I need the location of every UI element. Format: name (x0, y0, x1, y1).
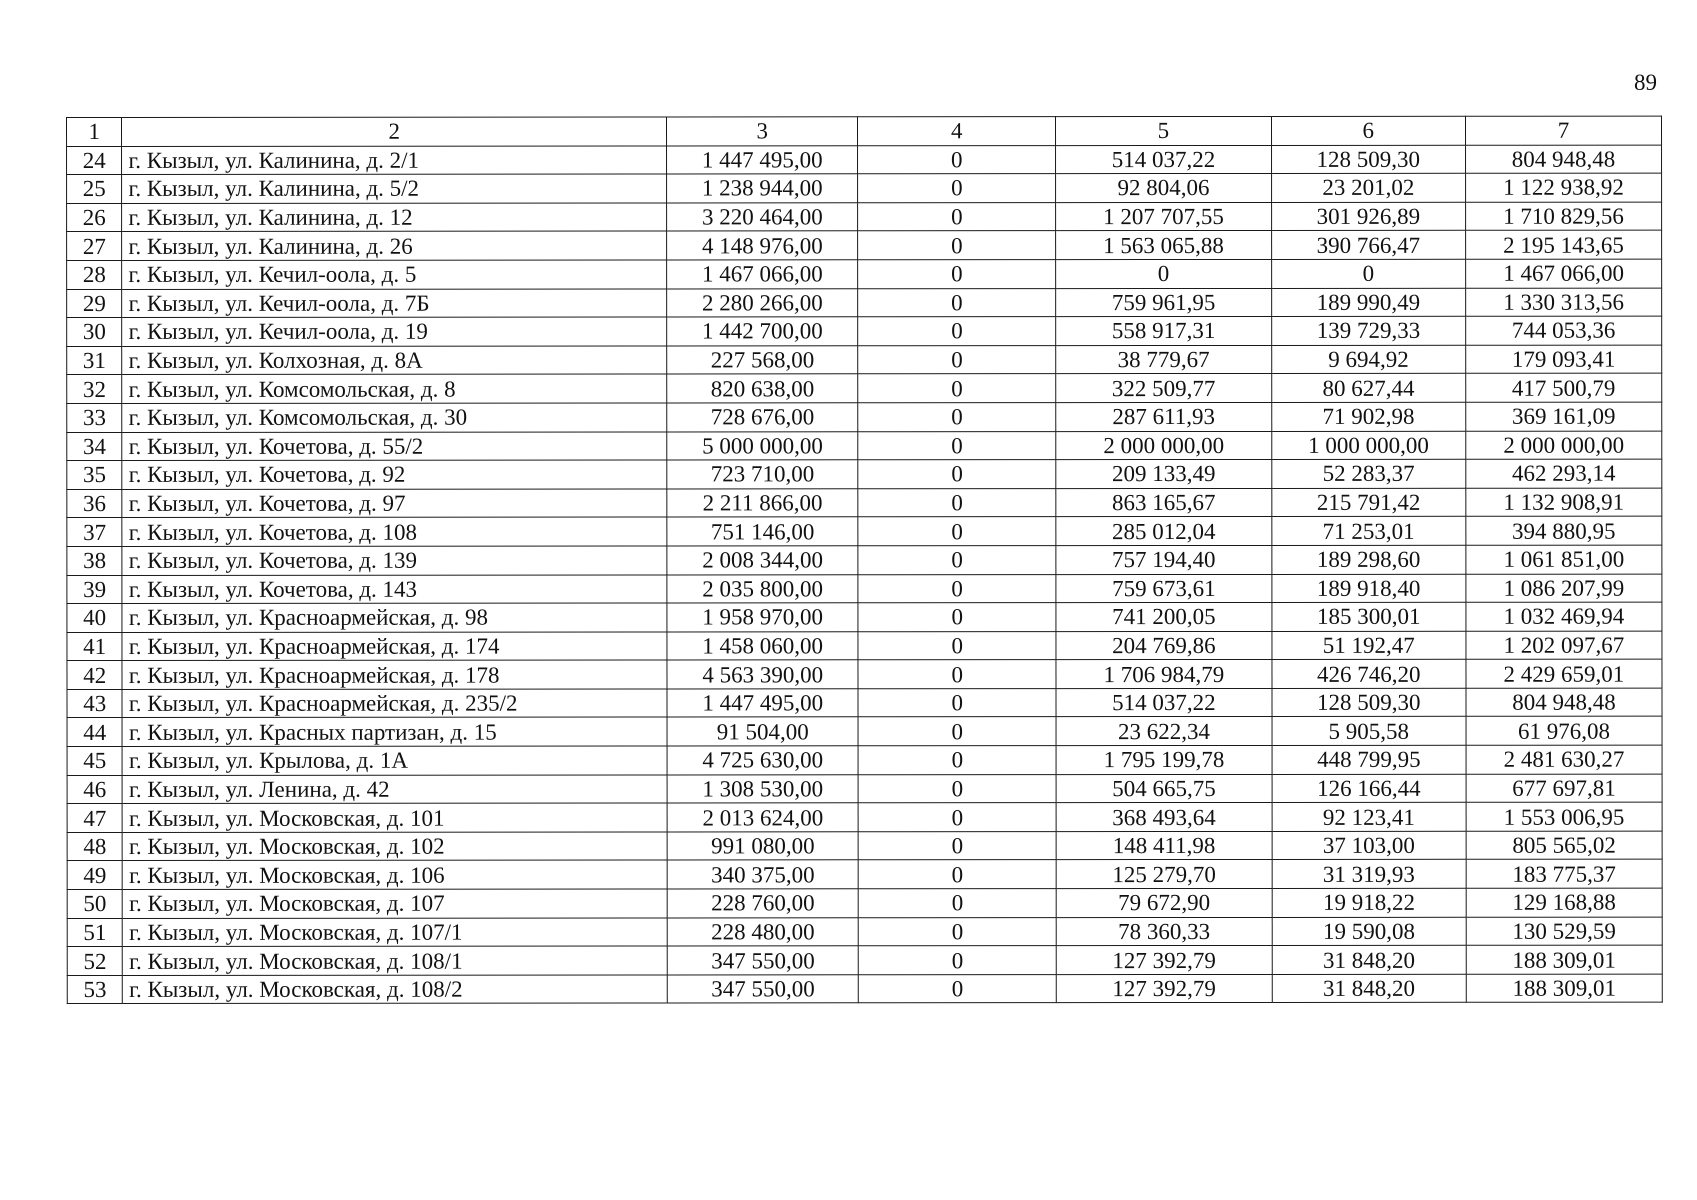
value-6-cell: 23 201,02 (1271, 173, 1465, 202)
header-row (67, 116, 1662, 146)
table-row (67, 173, 1662, 203)
value-7-cell: 1 086 207,99 (1466, 574, 1662, 603)
value-4-cell: 0 (858, 202, 1056, 231)
row-number-cell: 46 (67, 775, 122, 804)
value-4-cell: 0 (858, 260, 1056, 289)
value-7-cell: 1 330 313,56 (1465, 288, 1661, 317)
column-header-2: 2 (122, 117, 667, 146)
value-5-cell: 125 279,70 (1056, 860, 1272, 889)
table-row (67, 230, 1662, 260)
address-cell: г. Кызыл, ул. Кечил-оола, д. 5 (122, 260, 667, 289)
value-3-cell: 991 080,00 (667, 832, 858, 861)
value-3-cell: 820 638,00 (667, 374, 858, 403)
row-number-cell: 52 (67, 947, 122, 976)
value-4-cell: 0 (858, 546, 1056, 575)
address-cell: г. Кызыл, ул. Красноармейская, д. 174 (122, 632, 667, 661)
value-7-cell: 1 122 938,92 (1465, 173, 1661, 202)
value-5-cell: 79 672,90 (1056, 888, 1272, 917)
row-number-cell: 41 (67, 632, 122, 661)
value-5-cell: 368 493,64 (1056, 803, 1272, 832)
value-6-cell: 92 123,41 (1272, 803, 1466, 832)
table-row (67, 802, 1662, 832)
address-cell: г. Кызыл, ул. Калинина, д. 5/2 (122, 174, 667, 203)
value-4-cell: 0 (858, 660, 1056, 689)
value-7-cell: 804 948,48 (1465, 145, 1661, 174)
value-4-cell: 0 (858, 288, 1056, 317)
value-4-cell: 0 (858, 374, 1056, 403)
table-row (67, 259, 1662, 289)
value-6-cell: 9 694,92 (1271, 345, 1465, 374)
value-6-cell: 189 298,60 (1272, 545, 1466, 574)
value-3-cell: 1 308 530,00 (667, 774, 858, 803)
value-3-cell: 5 000 000,00 (667, 431, 858, 460)
table-body (67, 145, 1663, 1004)
value-5-cell: 127 392,79 (1056, 946, 1272, 975)
value-5-cell: 23 622,34 (1056, 717, 1272, 746)
value-7-cell: 130 529,59 (1466, 917, 1662, 946)
table-row (67, 945, 1662, 975)
value-5-cell: 759 961,95 (1056, 288, 1272, 317)
value-7-cell: 804 948,48 (1466, 688, 1662, 717)
column-header-1: 1 (67, 117, 122, 146)
value-7-cell: 1 032 469,94 (1466, 602, 1662, 631)
row-number-cell: 50 (67, 889, 122, 918)
table-row (67, 831, 1662, 861)
column-header-6: 6 (1271, 116, 1465, 145)
value-6-cell: 1 000 000,00 (1271, 431, 1465, 460)
value-6-cell: 189 918,40 (1272, 574, 1466, 603)
value-3-cell: 1 458 060,00 (667, 631, 858, 660)
value-6-cell: 139 729,33 (1271, 316, 1465, 345)
table-row (67, 202, 1662, 232)
value-3-cell: 1 447 495,00 (667, 689, 858, 718)
value-6-cell: 51 192,47 (1272, 631, 1466, 660)
value-6-cell: 31 848,20 (1272, 945, 1466, 974)
value-5-cell: 514 037,22 (1056, 145, 1272, 174)
value-5-cell: 127 392,79 (1056, 974, 1272, 1003)
row-number-cell: 39 (67, 575, 122, 604)
row-number-cell: 36 (67, 489, 122, 518)
value-7-cell: 188 309,01 (1466, 974, 1662, 1003)
value-4-cell: 0 (858, 631, 1056, 660)
value-7-cell: 183 775,37 (1466, 860, 1662, 889)
address-cell: г. Кызыл, ул. Кочетова, д. 143 (122, 574, 667, 603)
column-header-4: 4 (858, 117, 1056, 146)
value-3-cell: 2 013 624,00 (667, 803, 858, 832)
row-number-cell: 27 (67, 232, 122, 261)
value-4-cell: 0 (858, 717, 1056, 746)
table-row (67, 688, 1662, 718)
address-cell: г. Кызыл, ул. Комсомольская, д. 30 (122, 403, 667, 432)
table-row (67, 631, 1662, 661)
address-cell: г. Кызыл, ул. Красноармейская, д. 178 (122, 660, 667, 689)
value-6-cell: 128 509,30 (1272, 688, 1466, 717)
row-number-cell: 48 (67, 832, 122, 861)
value-4-cell: 0 (858, 145, 1056, 174)
row-number-cell: 40 (67, 604, 122, 633)
value-4-cell: 0 (859, 946, 1057, 975)
column-header-3: 3 (667, 117, 858, 146)
value-5-cell: 759 673,61 (1056, 574, 1272, 603)
value-6-cell: 185 300,01 (1272, 602, 1466, 631)
address-cell: г. Кызыл, ул. Ленина, д. 42 (122, 775, 667, 804)
address-cell: г. Кызыл, ул. Комсомольская, д. 8 (122, 374, 667, 403)
data-table (66, 116, 1663, 1005)
value-5-cell: 78 360,33 (1056, 917, 1272, 946)
row-number-cell: 32 (67, 375, 122, 404)
table-row (67, 545, 1662, 575)
row-number-cell: 53 (67, 975, 122, 1004)
column-header-5: 5 (1056, 116, 1272, 145)
value-7-cell: 369 161,09 (1466, 402, 1662, 431)
table-row (67, 488, 1662, 518)
value-3-cell: 340 375,00 (667, 860, 858, 889)
value-6-cell: 37 103,00 (1272, 831, 1466, 860)
value-5-cell: 287 611,93 (1056, 402, 1272, 431)
value-3-cell: 1 958 970,00 (667, 603, 858, 632)
value-6-cell: 448 799,95 (1272, 745, 1466, 774)
value-7-cell: 805 565,02 (1466, 831, 1662, 860)
address-cell: г. Кызыл, ул. Красноармейская, д. 235/2 (122, 689, 667, 718)
table-row (67, 974, 1662, 1004)
value-3-cell: 3 220 464,00 (667, 203, 858, 232)
value-7-cell: 61 976,08 (1466, 717, 1662, 746)
row-number-cell: 25 (67, 175, 122, 204)
value-5-cell: 322 509,77 (1056, 374, 1272, 403)
value-6-cell: 80 627,44 (1271, 374, 1465, 403)
table-row (67, 316, 1662, 346)
value-7-cell: 2 481 630,27 (1466, 745, 1662, 774)
row-number-cell: 33 (67, 403, 122, 432)
value-3-cell: 728 676,00 (667, 403, 858, 432)
value-4-cell: 0 (859, 917, 1057, 946)
column-header-7: 7 (1465, 116, 1661, 145)
value-7-cell: 129 168,88 (1466, 888, 1662, 917)
row-number-cell: 38 (67, 546, 122, 575)
value-6-cell: 426 746,20 (1272, 660, 1466, 689)
value-3-cell: 4 725 630,00 (667, 746, 858, 775)
value-4-cell: 0 (858, 746, 1056, 775)
value-7-cell: 1 132 908,91 (1466, 488, 1662, 517)
row-number-cell: 37 (67, 518, 122, 547)
value-5-cell: 148 411,98 (1056, 831, 1272, 860)
value-7-cell: 744 053,36 (1466, 316, 1662, 345)
table-row (67, 345, 1662, 375)
value-4-cell: 0 (858, 460, 1056, 489)
table-header (67, 116, 1662, 146)
table-row (67, 516, 1662, 546)
value-6-cell: 128 509,30 (1271, 145, 1465, 174)
value-7-cell: 1 467 066,00 (1465, 259, 1661, 288)
value-3-cell: 91 504,00 (667, 717, 858, 746)
address-cell: г. Кызыл, ул. Московская, д. 102 (123, 832, 668, 861)
row-number-cell: 47 (67, 804, 122, 833)
value-4-cell: 0 (858, 774, 1056, 803)
value-3-cell: 228 760,00 (667, 889, 858, 918)
value-7-cell: 394 880,95 (1466, 516, 1662, 545)
value-5-cell: 38 779,67 (1056, 345, 1272, 374)
value-3-cell: 227 568,00 (667, 346, 858, 375)
value-3-cell: 723 710,00 (667, 460, 858, 489)
value-3-cell: 2 211 866,00 (667, 489, 858, 518)
value-4-cell: 0 (859, 974, 1057, 1003)
value-3-cell: 1 467 066,00 (667, 260, 858, 289)
address-cell: г. Кызыл, ул. Московская, д. 108/1 (123, 946, 668, 975)
value-5-cell: 757 194,40 (1056, 545, 1272, 574)
table-row (67, 774, 1662, 804)
value-6-cell: 5 905,58 (1272, 717, 1466, 746)
value-7-cell: 179 093,41 (1466, 345, 1662, 374)
value-7-cell: 1 553 006,95 (1466, 802, 1662, 831)
value-6-cell: 0 (1271, 259, 1465, 288)
value-3-cell: 2 035 800,00 (667, 574, 858, 603)
value-3-cell: 2 280 266,00 (667, 288, 858, 317)
value-3-cell: 751 146,00 (667, 517, 858, 546)
row-number-cell: 26 (67, 203, 122, 232)
value-5-cell: 0 (1056, 259, 1272, 288)
value-5-cell: 209 133,49 (1056, 460, 1272, 489)
value-5-cell: 1 706 984,79 (1056, 660, 1272, 689)
value-3-cell: 4 563 390,00 (667, 660, 858, 689)
value-4-cell: 0 (858, 174, 1056, 203)
table-row (67, 402, 1662, 432)
table-row (67, 745, 1662, 775)
value-3-cell: 1 442 700,00 (667, 317, 858, 346)
value-6-cell: 126 166,44 (1272, 774, 1466, 803)
table-row (67, 888, 1662, 918)
value-7-cell: 188 309,01 (1466, 945, 1662, 974)
address-cell: г. Кызыл, ул. Кочетова, д. 92 (122, 460, 667, 489)
value-6-cell: 19 590,08 (1272, 917, 1466, 946)
value-7-cell: 677 697,81 (1466, 774, 1662, 803)
value-4-cell: 0 (858, 231, 1056, 260)
value-4-cell: 0 (859, 889, 1057, 918)
row-number-cell: 24 (67, 146, 122, 175)
value-3-cell: 1 447 495,00 (667, 145, 858, 174)
value-6-cell: 71 902,98 (1271, 402, 1465, 431)
address-cell: г. Кызыл, ул. Кочетова, д. 55/2 (122, 432, 667, 461)
value-5-cell: 863 165,67 (1056, 488, 1272, 517)
address-cell: г. Кызыл, ул. Московская, д. 108/2 (123, 975, 668, 1004)
value-5-cell: 285 012,04 (1056, 517, 1272, 546)
row-number-cell: 31 (67, 346, 122, 375)
value-7-cell: 417 500,79 (1466, 373, 1662, 402)
address-cell: г. Кызыл, ул. Колхозная, д. 8А (122, 346, 667, 375)
value-4-cell: 0 (858, 574, 1056, 603)
table-row (67, 574, 1662, 604)
value-5-cell: 514 037,22 (1056, 688, 1272, 717)
value-6-cell: 189 990,49 (1271, 288, 1465, 317)
value-6-cell: 390 766,47 (1271, 231, 1465, 260)
value-4-cell: 0 (858, 345, 1056, 374)
value-4-cell: 0 (858, 689, 1056, 718)
row-number-cell: 42 (67, 661, 122, 690)
value-7-cell: 1 202 097,67 (1466, 631, 1662, 660)
value-7-cell: 1 710 829,56 (1465, 202, 1661, 231)
value-6-cell: 215 791,42 (1271, 488, 1465, 517)
value-5-cell: 204 769,86 (1056, 631, 1272, 660)
row-number-cell: 49 (67, 861, 122, 890)
table-row (67, 459, 1662, 489)
table-row (67, 917, 1662, 947)
row-number-cell: 45 (67, 747, 122, 776)
address-cell: г. Кызыл, ул. Московская, д. 106 (123, 860, 668, 889)
value-4-cell: 0 (858, 431, 1056, 460)
value-4-cell: 0 (858, 603, 1056, 632)
row-number-cell: 44 (67, 718, 122, 747)
row-number-cell: 28 (67, 260, 122, 289)
row-number-cell: 29 (67, 289, 122, 318)
address-cell: г. Кызыл, ул. Калинина, д. 12 (122, 203, 667, 232)
table-row (67, 288, 1662, 318)
row-number-cell: 34 (67, 432, 122, 461)
value-6-cell: 31 848,20 (1272, 974, 1466, 1003)
address-cell: г. Кызыл, ул. Кечил-оола, д. 7Б (122, 289, 667, 318)
value-3-cell: 347 550,00 (667, 946, 858, 975)
value-4-cell: 0 (858, 403, 1056, 432)
value-5-cell: 1 207 707,55 (1056, 202, 1272, 231)
address-cell: г. Кызыл, ул. Кечил-оола, д. 19 (122, 317, 667, 346)
value-5-cell: 92 804,06 (1056, 174, 1272, 203)
value-7-cell: 2 195 143,65 (1465, 230, 1661, 259)
value-5-cell: 558 917,31 (1056, 317, 1272, 346)
value-5-cell: 504 665,75 (1056, 774, 1272, 803)
address-cell: г. Кызыл, ул. Московская, д. 101 (123, 803, 668, 832)
table-row (67, 659, 1662, 689)
address-cell: г. Кызыл, ул. Крылова, д. 1А (122, 746, 667, 775)
row-number-cell: 43 (67, 689, 122, 718)
value-4-cell: 0 (859, 860, 1057, 889)
table-row (67, 717, 1662, 747)
value-6-cell: 19 918,22 (1272, 888, 1466, 917)
address-cell: г. Кызыл, ул. Красных партизан, д. 15 (122, 717, 667, 746)
value-3-cell: 4 148 976,00 (667, 231, 858, 260)
value-3-cell: 228 480,00 (667, 917, 858, 946)
table-row (67, 373, 1662, 403)
value-4-cell: 0 (858, 488, 1056, 517)
value-3-cell: 2 008 344,00 (667, 546, 858, 575)
address-cell: г. Кызыл, ул. Кочетова, д. 108 (122, 517, 667, 546)
value-7-cell: 2 000 000,00 (1466, 431, 1662, 460)
table-row (67, 860, 1662, 890)
value-5-cell: 741 200,05 (1056, 603, 1272, 632)
address-cell: г. Кызыл, ул. Калинина, д. 26 (122, 231, 667, 260)
row-number-cell: 35 (67, 461, 122, 490)
value-6-cell: 31 319,93 (1272, 860, 1466, 889)
value-4-cell: 0 (858, 517, 1056, 546)
value-3-cell: 1 238 944,00 (667, 174, 858, 203)
table-row (67, 431, 1662, 461)
value-5-cell: 1 795 199,78 (1056, 746, 1272, 775)
address-cell: г. Кызыл, ул. Калинина, д. 2/1 (122, 146, 667, 175)
address-cell: г. Кызыл, ул. Кочетова, д. 97 (122, 489, 667, 518)
address-cell: г. Кызыл, ул. Красноармейская, д. 98 (122, 603, 667, 632)
row-number-cell: 51 (67, 918, 122, 947)
row-number-cell: 30 (67, 318, 122, 347)
page-number: 89 (1634, 70, 1657, 95)
value-7-cell: 1 061 851,00 (1466, 545, 1662, 574)
value-7-cell: 462 293,14 (1466, 459, 1662, 488)
value-4-cell: 0 (858, 803, 1056, 832)
value-5-cell: 2 000 000,00 (1056, 431, 1272, 460)
value-7-cell: 2 429 659,01 (1466, 659, 1662, 688)
address-cell: г. Кызыл, ул. Кочетова, д. 139 (122, 546, 667, 575)
table-row (67, 145, 1662, 175)
value-4-cell: 0 (858, 831, 1056, 860)
value-5-cell: 1 563 065,88 (1056, 231, 1272, 260)
table-row (67, 602, 1662, 632)
value-6-cell: 301 926,89 (1271, 202, 1465, 231)
address-cell: г. Кызыл, ул. Московская, д. 107 (123, 889, 668, 918)
value-4-cell: 0 (858, 317, 1056, 346)
value-6-cell: 52 283,37 (1271, 459, 1465, 488)
address-cell: г. Кызыл, ул. Московская, д. 107/1 (123, 918, 668, 947)
value-3-cell: 347 550,00 (667, 975, 858, 1004)
value-6-cell: 71 253,01 (1272, 517, 1466, 546)
